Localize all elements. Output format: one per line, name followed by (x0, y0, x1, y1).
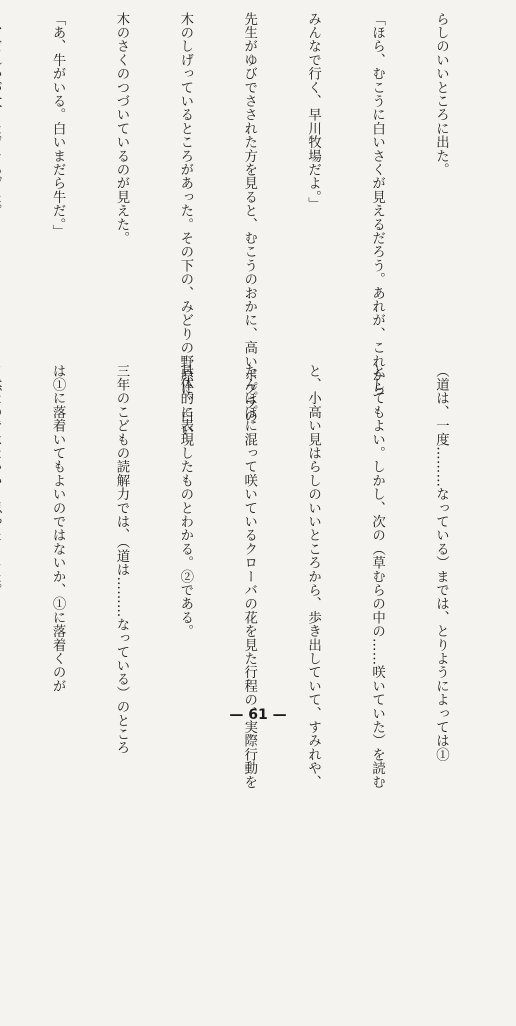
text-column: 木のしげっているところがあった。その下の、みどりの野原に、白い (177, 12, 193, 437)
text-column: みんなで行く、早川牧場だよ。」 (305, 12, 321, 211)
text-column: と、小高い見はらしのいいところから、歩き出していて、すみれや、 (305, 364, 321, 789)
text-column: （道は、一度………なっている）までは、とりようによっては① (433, 364, 449, 762)
text-column: は①に落着いてもよいのではないか、①に落着くのが (50, 364, 66, 693)
text-column: 具体的に表現したものとわかる。②である。 (177, 364, 193, 638)
upper-text-block (0, 12, 494, 437)
text-column: 先生がゆびでさされた方を見ると、むこうのおかに、高いポプラの (241, 12, 257, 423)
text-column (0, 364, 4, 692)
text-column: 木のさくのつづいているのが見えた。 (113, 12, 129, 245)
page-number: — 61 — (229, 707, 287, 723)
text-column: 三年のこどもの読解力では、（道は………なっている）のところ (113, 364, 129, 755)
text-column: 「あ、牛がいる。白いまだら牛だ。」 (50, 12, 66, 239)
text-column: らしのいいところに出た。 (433, 12, 449, 177)
text-column: 「ほら、むこうに白いさくが見えるだろう。あれが、これから (369, 12, 385, 396)
text-column (0, 12, 4, 308)
text-column: としてもよい。しかし、次の（草むらの中の……咲いていた）を読む (369, 364, 385, 789)
text-column: たんぽぽに混って咲いているクローバの花を見た行程の、実際行動を (241, 364, 257, 789)
